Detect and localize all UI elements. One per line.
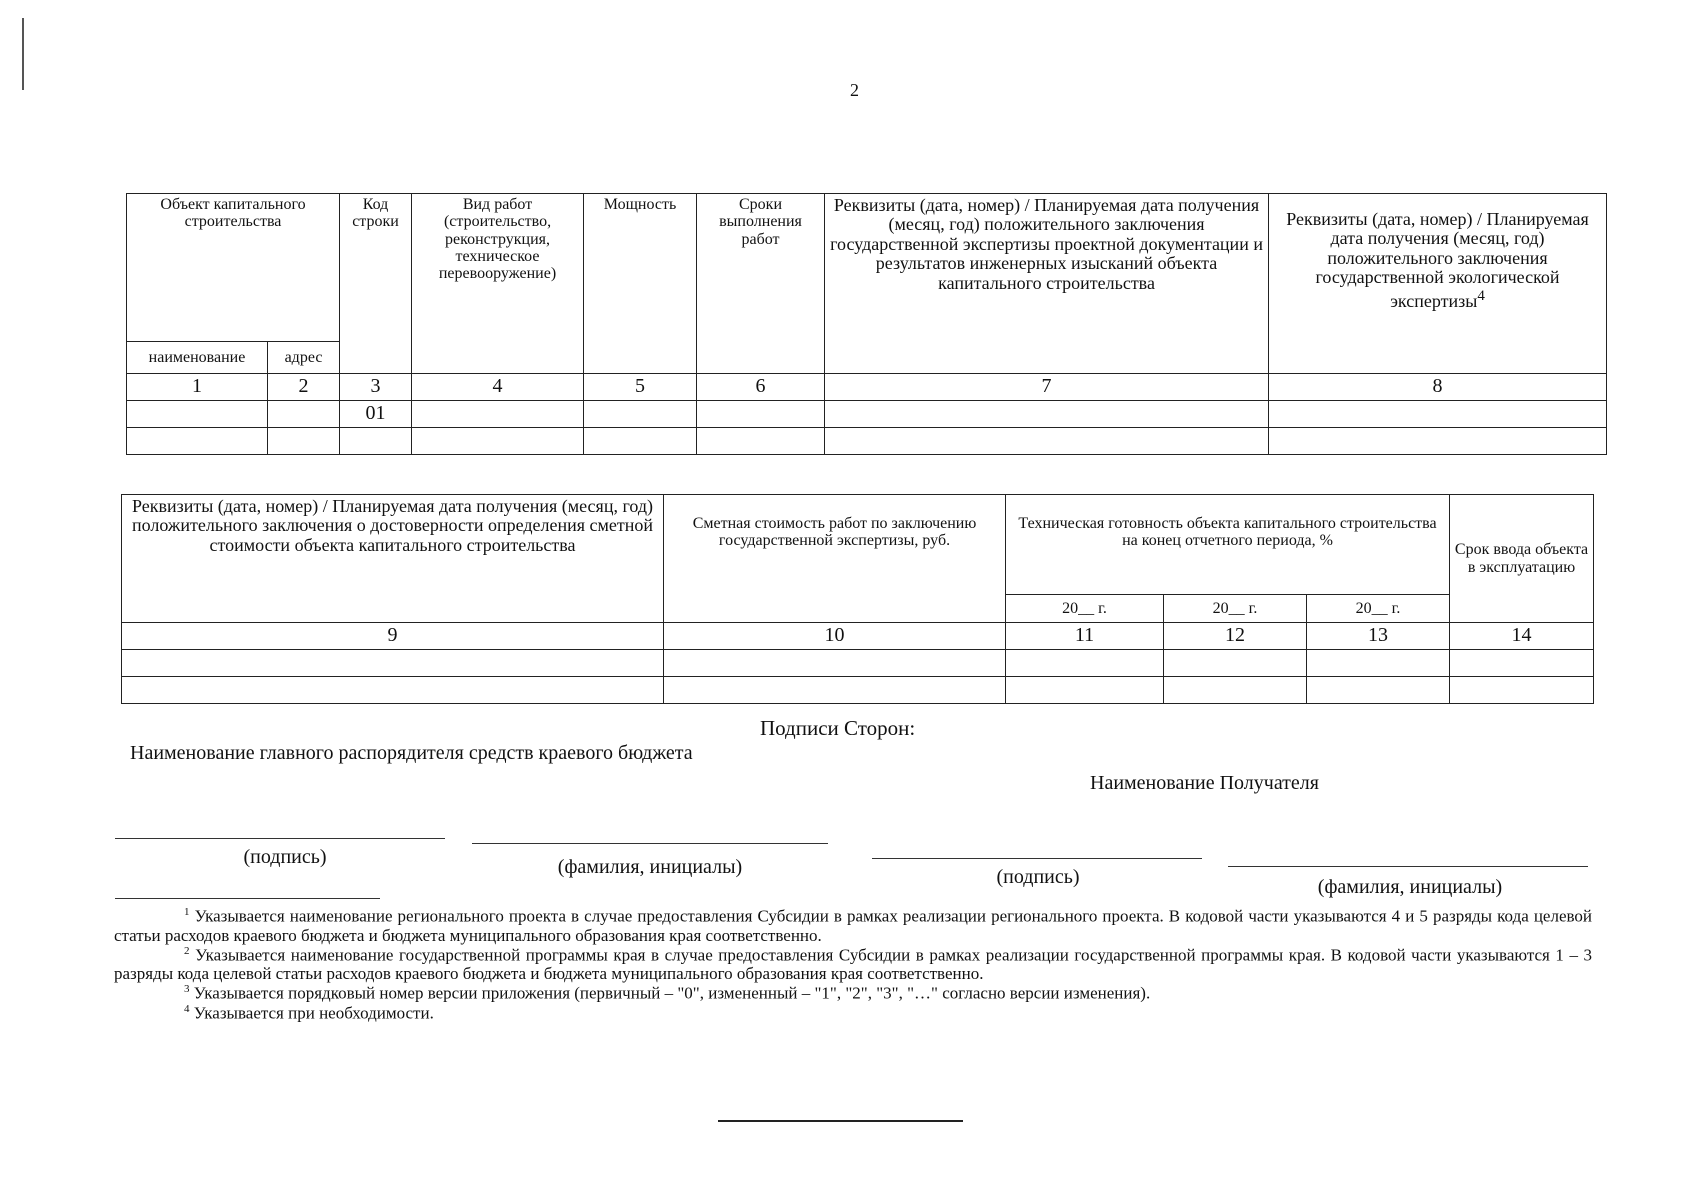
col-num-6: 6 (697, 374, 825, 401)
col-num-14: 14 (1450, 623, 1594, 650)
header-commissioning: Срок ввода объекта в эксплуатацию (1450, 495, 1594, 623)
header-line-code: Код строки (340, 194, 412, 374)
header-work-type: Вид работ (строительство, реконструкция, техническое перевооружение) (412, 194, 584, 374)
cell-empty (1307, 650, 1450, 677)
cell-empty (584, 401, 697, 428)
cell-empty (1307, 677, 1450, 704)
cell-empty (268, 401, 340, 428)
footnote-4 (114, 1003, 1592, 1023)
footnote-mark: 1 (184, 906, 190, 918)
cell-empty (1269, 428, 1607, 455)
footnote-text: Указывается наименование государственной программы края в случае предоставления Субсидии в рамках реализации государственной программы края. В кодовой части указываются 1 – 3 разряды кода целевой статьи расходов краевого бюджета и бюджета муниципального образования края соответственно. (114, 945, 1593, 984)
footnote-separator (115, 898, 380, 899)
right-party-name: Наименование Получателя (1090, 772, 1319, 794)
cell-empty (1006, 650, 1164, 677)
table1-column-numbers (127, 374, 1607, 401)
cell-empty (127, 401, 268, 428)
col-num-2: 2 (268, 374, 340, 401)
cell-empty (697, 428, 825, 455)
cell-empty (1450, 677, 1594, 704)
header-eco-expertise (1269, 194, 1607, 374)
footnotes (114, 906, 1592, 1023)
cell-empty (1164, 650, 1307, 677)
col-num-4: 4 (412, 374, 584, 401)
col-num-1: 1 (127, 374, 268, 401)
cell-empty (127, 428, 268, 455)
col-num-8: 8 (1269, 374, 1607, 401)
table2-column-numbers (122, 623, 1594, 650)
footnote-mark: 4 (184, 1003, 190, 1016)
table-row (122, 677, 1594, 704)
cell-empty (664, 650, 1006, 677)
col-num-7: 7 (825, 374, 1269, 401)
header-object-address: адрес (268, 342, 340, 374)
document-end-line (718, 1120, 963, 1122)
right-name-caption: (фамилия, инициалы) (1317, 876, 1503, 898)
col-num-10: 10 (664, 623, 1006, 650)
left-name-line (472, 843, 828, 844)
cell-empty (122, 650, 664, 677)
cell-empty (584, 428, 697, 455)
header-estimated-cost: Сметная стоимость работ по заключению государственной экспертизы, руб. (664, 495, 1006, 623)
header-estimate-reliability: Реквизиты (дата, номер) / Планируемая дата получения (месяц, год) положительного заключения о достоверности определения сметной стоимости объекта капитального строительства (122, 495, 664, 623)
footnote-mark: 2 (184, 944, 190, 957)
header-year-2: 20__ г. (1164, 595, 1307, 623)
table-row (127, 428, 1607, 455)
header-capacity: Мощность (584, 194, 697, 374)
cell-empty (268, 428, 340, 455)
header-state-expertise: Реквизиты (дата, номер) / Планируемая дата получения (месяц, год) положительного заключения государственной экспертизы проектной документации и результатов инженерных изысканий объекта капитального строительства (825, 194, 1269, 374)
left-party-name: Наименование главного распорядителя средств краевого бюджета (130, 742, 693, 764)
cell-empty (825, 428, 1269, 455)
cell-empty (1006, 677, 1164, 704)
left-signature-line (115, 838, 445, 839)
header-readiness: Техническая готовность объекта капитального строительства на конец отчетного периода, % (1006, 495, 1450, 595)
cell-empty (1164, 677, 1307, 704)
col-num-9: 9 (122, 623, 664, 650)
row-code: 01 (340, 401, 412, 428)
table-row (122, 650, 1594, 677)
header-year-3: 20__ г. (1307, 595, 1450, 623)
footnote-text: Указывается порядковый номер версии приложения (первичный – "0", измененный – "1", "2", "3", "…" согласно версии изменения). (193, 984, 1151, 1004)
left-name-caption: (фамилия, инициалы) (557, 856, 743, 878)
scan-edge-mark (22, 18, 24, 90)
col-num-13: 13 (1307, 623, 1450, 650)
col-num-3: 3 (340, 374, 412, 401)
signatures-title: Подписи Сторон: (760, 716, 916, 740)
table-row (127, 401, 1607, 428)
footnote-2 (114, 945, 1592, 984)
header-year-1: 20__ г. (1006, 595, 1164, 623)
page-number: 2 (850, 80, 859, 100)
col-num-11: 11 (1006, 623, 1164, 650)
header-eco-expertise-text: Реквизиты (дата, номер) / Планируемая дата получения (месяц, год) положительного заключения государственной экологической экспертизы (1286, 209, 1589, 311)
cell-empty (664, 677, 1006, 704)
header-deadlines: Сроки выполнения работ (697, 194, 825, 374)
col-num-12: 12 (1164, 623, 1307, 650)
cell-empty (340, 428, 412, 455)
right-signature-line (872, 858, 1202, 859)
header-object-name: наименование (127, 342, 268, 374)
right-signature-caption: (подпись) (996, 866, 1080, 888)
cell-empty (412, 401, 584, 428)
footnote-mark: 3 (184, 983, 190, 996)
cell-empty (412, 428, 584, 455)
capital-object-table (126, 193, 1607, 455)
footnote-text: Указывается при необходимости. (193, 1003, 434, 1023)
cost-readiness-table (121, 494, 1594, 704)
left-signature-caption: (подпись) (243, 846, 327, 868)
cell-empty (1269, 401, 1607, 428)
col-num-5: 5 (584, 374, 697, 401)
header-object: Объект капитального строительства (127, 194, 340, 342)
footnote-3 (114, 983, 1592, 1003)
right-name-line (1228, 866, 1588, 867)
footnote-1 (114, 906, 1592, 945)
footnote-text: Указывается наименование регионального проекта в случае предоставления Субсидии в рамках реализации регионального проекта. В кодовой части указываются 4 и 5 разряды кода целевой статьи расходов краевого бюджета и бюджета муниципального образования края соответственно. (114, 906, 1593, 945)
cell-empty (825, 401, 1269, 428)
cell-empty (122, 677, 664, 704)
footnote-ref-4: 4 (1477, 287, 1485, 304)
cell-empty (697, 401, 825, 428)
cell-empty (1450, 650, 1594, 677)
